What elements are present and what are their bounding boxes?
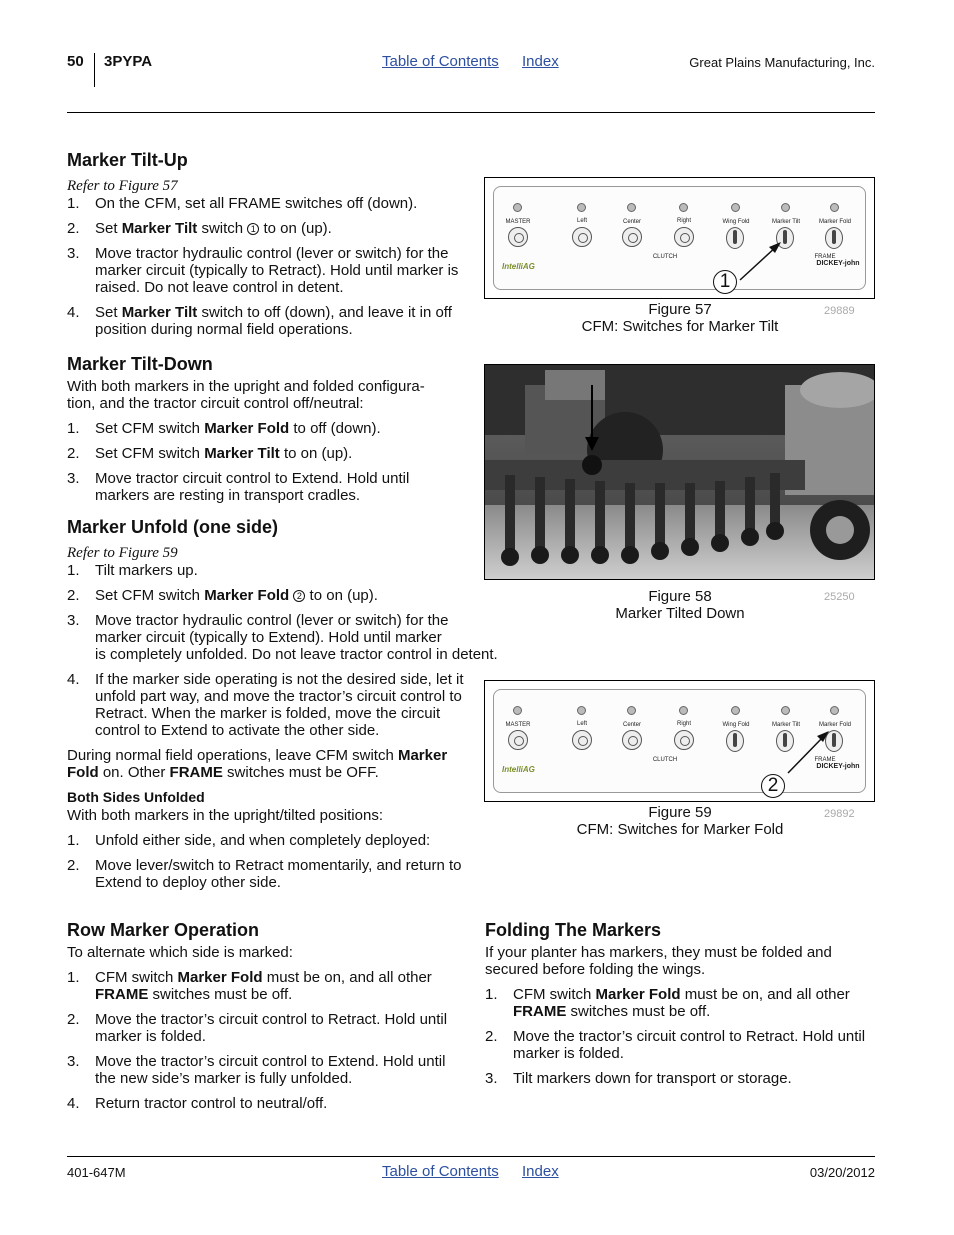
list-item: 1. Set CFM switch Marker Fold to off (down). xyxy=(67,420,381,437)
master-switch-knob xyxy=(508,730,528,750)
switch-label: Marker Tilt xyxy=(771,219,800,225)
center-switch-knob xyxy=(622,227,642,247)
header-rule xyxy=(67,112,875,113)
cfm-switch-panel xyxy=(493,186,866,290)
led-indicator xyxy=(679,203,688,212)
section-marker-tilt-up xyxy=(67,150,467,346)
switch-label: MASTER xyxy=(505,722,531,728)
right-switch-knob xyxy=(674,227,694,247)
steps-list xyxy=(67,420,447,504)
figure-reference: Refer to Figure 59 xyxy=(67,545,178,561)
dickey-john-logo: DICKEY-john xyxy=(816,260,860,267)
intro-text: With both markers in the upright/tilted positions: xyxy=(67,807,383,824)
callout-arrow-icon xyxy=(735,238,795,288)
footer-rule xyxy=(67,1156,875,1157)
footer-toc-link[interactable]: Table of Contents xyxy=(382,1163,499,1180)
list-item: 4. Return tractor control to neutral/off. xyxy=(67,1095,328,1112)
steps-list xyxy=(67,969,462,1112)
callout-number-icon: 1 xyxy=(247,223,259,235)
header-index-link[interactable]: Index xyxy=(522,53,559,70)
led-indicator xyxy=(627,203,636,212)
header-toc-link[interactable]: Table of Contents xyxy=(382,53,499,70)
list-item: 3. Move tractor hydraulic control (lever or switch) for the marker circuit (typically to Retract). Hold until marker is raised. Do not leave control in detent. xyxy=(67,245,459,296)
figure-57-cfm-panel xyxy=(484,177,875,299)
section-folding-markers xyxy=(485,920,880,1095)
switch-label: Wing Fold xyxy=(722,722,750,728)
section-title: Folding The Markers xyxy=(485,920,662,940)
led-indicator xyxy=(731,706,740,715)
intelliag-logo: IntelliAG xyxy=(502,765,535,774)
callout-2-icon: 2 xyxy=(761,774,785,798)
figure-57-caption: Figure 57 CFM: Switches for Marker Tilt xyxy=(581,301,779,335)
list-item: 1. CFM switch Marker Fold must be on, and all other FRAME switches must be off. xyxy=(67,969,432,1003)
doc-number: 401-647M xyxy=(67,1165,126,1180)
master-switch-knob xyxy=(508,227,528,247)
list-item: 2. Set CFM switch Marker Fold 2 to on (up). xyxy=(67,587,378,604)
planter-photo-image xyxy=(485,365,875,580)
switch-label: Left xyxy=(576,218,587,224)
footer-index-link[interactable]: Index xyxy=(522,1163,559,1180)
switch-label: Wing Fold xyxy=(722,219,750,225)
led-indicator xyxy=(781,706,790,715)
list-item: 4. Set Marker Tilt switch to off (down), and leave it in off position during normal field operations. xyxy=(67,304,452,338)
switch-label: Marker Fold xyxy=(818,722,851,728)
led-indicator xyxy=(627,706,636,715)
figure-59-id: 29892 xyxy=(824,808,855,820)
list-item: 2. Set CFM switch Marker Tilt to on (up). xyxy=(67,445,353,462)
clutch-label: CLUTCH xyxy=(652,757,678,763)
page-number: 50 xyxy=(67,53,84,70)
led-indicator xyxy=(781,203,790,212)
callout-arrow-icon xyxy=(783,721,843,781)
doc-date: 03/20/2012 xyxy=(809,1165,875,1180)
figure-59-caption: Figure 59 CFM: Switches for Marker Fold xyxy=(576,804,784,838)
led-indicator xyxy=(830,203,839,212)
header-divider xyxy=(94,53,95,87)
model-name: 3PYPA xyxy=(104,53,153,70)
led-indicator xyxy=(513,203,522,212)
section-row-marker-operation xyxy=(67,920,462,1120)
figure-58-caption: Figure 58 Marker Tilted Down xyxy=(615,588,745,622)
led-indicator xyxy=(731,203,740,212)
figure-58-photo xyxy=(484,364,875,580)
frame-label: FRAME xyxy=(814,757,836,763)
switch-label: Center xyxy=(622,219,641,225)
section-title: Marker Tilt-Down xyxy=(67,354,213,374)
led-indicator xyxy=(513,706,522,715)
list-item: 3. Move the tractor’s circuit control to Extend. Hold until the new side’s marker is fully unfolded. xyxy=(67,1053,446,1087)
led-indicator xyxy=(679,706,688,715)
clutch-label: CLUTCH xyxy=(652,254,678,260)
steps-list xyxy=(67,562,498,739)
list-item: 3. Move tractor hydraulic control (lever or switch) for the marker circuit (typically to Extend). Hold until marker is completely unfolded. Do not leave tractor control in detent. xyxy=(67,612,498,663)
intro-text: To alternate which side is marked: xyxy=(67,944,293,961)
section-marker-unfold xyxy=(67,517,498,899)
list-item: 2. Set Marker Tilt switch 1 to on (up). xyxy=(67,220,332,237)
marker-fold-toggle xyxy=(825,227,843,249)
callout-1-icon: 1 xyxy=(713,270,737,294)
dickey-john-logo: DICKEY-john xyxy=(816,763,860,770)
list-item: 3. Tilt markers down for transport or storage. xyxy=(485,1070,792,1087)
right-switch-knob xyxy=(674,730,694,750)
list-item: 2. Move the tractor’s circuit control to Retract. Hold until marker is folded. xyxy=(67,1011,448,1045)
steps-list xyxy=(67,195,467,338)
led-indicator xyxy=(577,203,586,212)
list-item: 1. Unfold either side, and when completely deployed: xyxy=(67,832,431,849)
normal-operation-note: During normal field operations, leave CFM switch Marker Fold on. Other FRAME switches must be OFF. xyxy=(67,747,448,781)
list-item: 1. Tilt markers up. xyxy=(67,562,198,579)
list-item: 4. If the marker side operating is not the desired side, let it unfold part way, and move the tractor’s circuit control to Retract. When the marker is folded, move the circuit control to Extend to activate the other side. xyxy=(67,671,464,739)
switch-label: Marker Fold xyxy=(818,219,851,225)
frame-label: FRAME xyxy=(814,254,836,260)
switch-label: MASTER xyxy=(505,219,531,225)
intelliag-logo: IntelliAG xyxy=(502,262,535,271)
led-indicator xyxy=(577,706,586,715)
section-marker-tilt-down xyxy=(67,354,447,512)
figure-59-cfm-panel xyxy=(484,680,875,802)
steps-list xyxy=(485,986,880,1087)
left-switch-knob xyxy=(572,227,592,247)
subsection-title: Both Sides Unfolded xyxy=(67,789,205,805)
center-switch-knob xyxy=(622,730,642,750)
section-title: Row Marker Operation xyxy=(67,920,260,940)
figure-57-id: 29889 xyxy=(824,305,855,317)
list-item: 3. Move tractor circuit control to Extend. Hold until markers are resting in transport cradles. xyxy=(67,470,410,504)
intro-text: If your planter has markers, they must be folded and secured before folding the wings. xyxy=(485,944,832,978)
left-switch-knob xyxy=(572,730,592,750)
switch-label: Right xyxy=(676,721,691,727)
section-title: Marker Tilt-Up xyxy=(67,150,188,170)
list-item: 1. CFM switch Marker Fold must be on, and all other FRAME switches must be off. xyxy=(485,986,850,1020)
callout-number-icon: 2 xyxy=(293,590,305,602)
switch-label: Marker Tilt xyxy=(771,722,800,728)
section-title: Marker Unfold (one side) xyxy=(67,517,279,537)
steps-list xyxy=(67,832,467,891)
switch-label: Right xyxy=(676,218,691,224)
figure-58-id: 25250 xyxy=(824,591,855,603)
company-name: Great Plains Manufacturing, Inc. xyxy=(689,55,875,70)
intro-text: With both markers in the upright and folded configura-tion, and the tractor circuit control off/neutral: xyxy=(67,378,425,412)
figure-reference: Refer to Figure 57 xyxy=(67,178,178,194)
led-indicator xyxy=(830,706,839,715)
switch-label: Center xyxy=(622,722,641,728)
list-item: 1. On the CFM, set all FRAME switches off (down). xyxy=(67,195,418,212)
list-item: 2. Move lever/switch to Retract momentarily, and return to Extend to deploy other side. xyxy=(67,857,462,891)
wing-fold-toggle xyxy=(726,730,744,752)
list-item: 2. Move the tractor’s circuit control to Retract. Hold until marker is folded. xyxy=(485,1028,866,1062)
switch-label: Left xyxy=(576,721,587,727)
